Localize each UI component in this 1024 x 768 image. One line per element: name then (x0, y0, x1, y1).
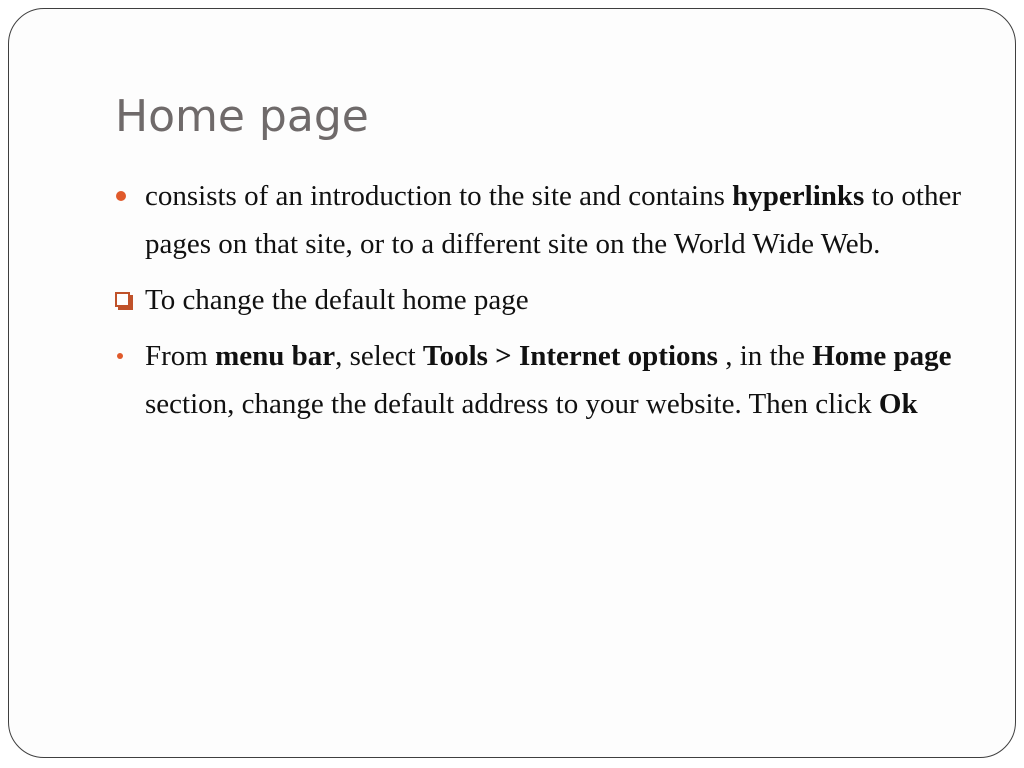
item-text: From (145, 340, 216, 372)
checkbox-square-icon (115, 292, 130, 307)
slide-frame (8, 8, 1016, 758)
item-text-bold: Ok (878, 388, 918, 420)
slide-content (115, 172, 965, 428)
item-text: , in the (717, 340, 813, 372)
item-text-bold: hyperlinks (732, 180, 865, 212)
item-text: , select (335, 340, 423, 372)
item-text-bold: menu bar (215, 340, 336, 372)
item-text-bold: Home page (812, 340, 952, 372)
slide-title: Home page (115, 91, 369, 142)
bullet-item-intro (115, 172, 965, 268)
checkbox-item-change-home (115, 276, 965, 324)
bullet-dot-icon (116, 191, 126, 201)
bullet-small-dot-icon (117, 353, 123, 359)
item-text: consists of an introduction to the site and contains (145, 180, 733, 212)
item-text: to other pages on that site, or to a different site on the World Wide Web. (145, 180, 961, 260)
item-text: section, change the default address to your website. Then click (145, 388, 879, 420)
item-text: To change the default home page (145, 284, 529, 316)
bullet-item-steps (115, 332, 965, 428)
item-text-bold: Tools > Internet options (422, 340, 718, 372)
